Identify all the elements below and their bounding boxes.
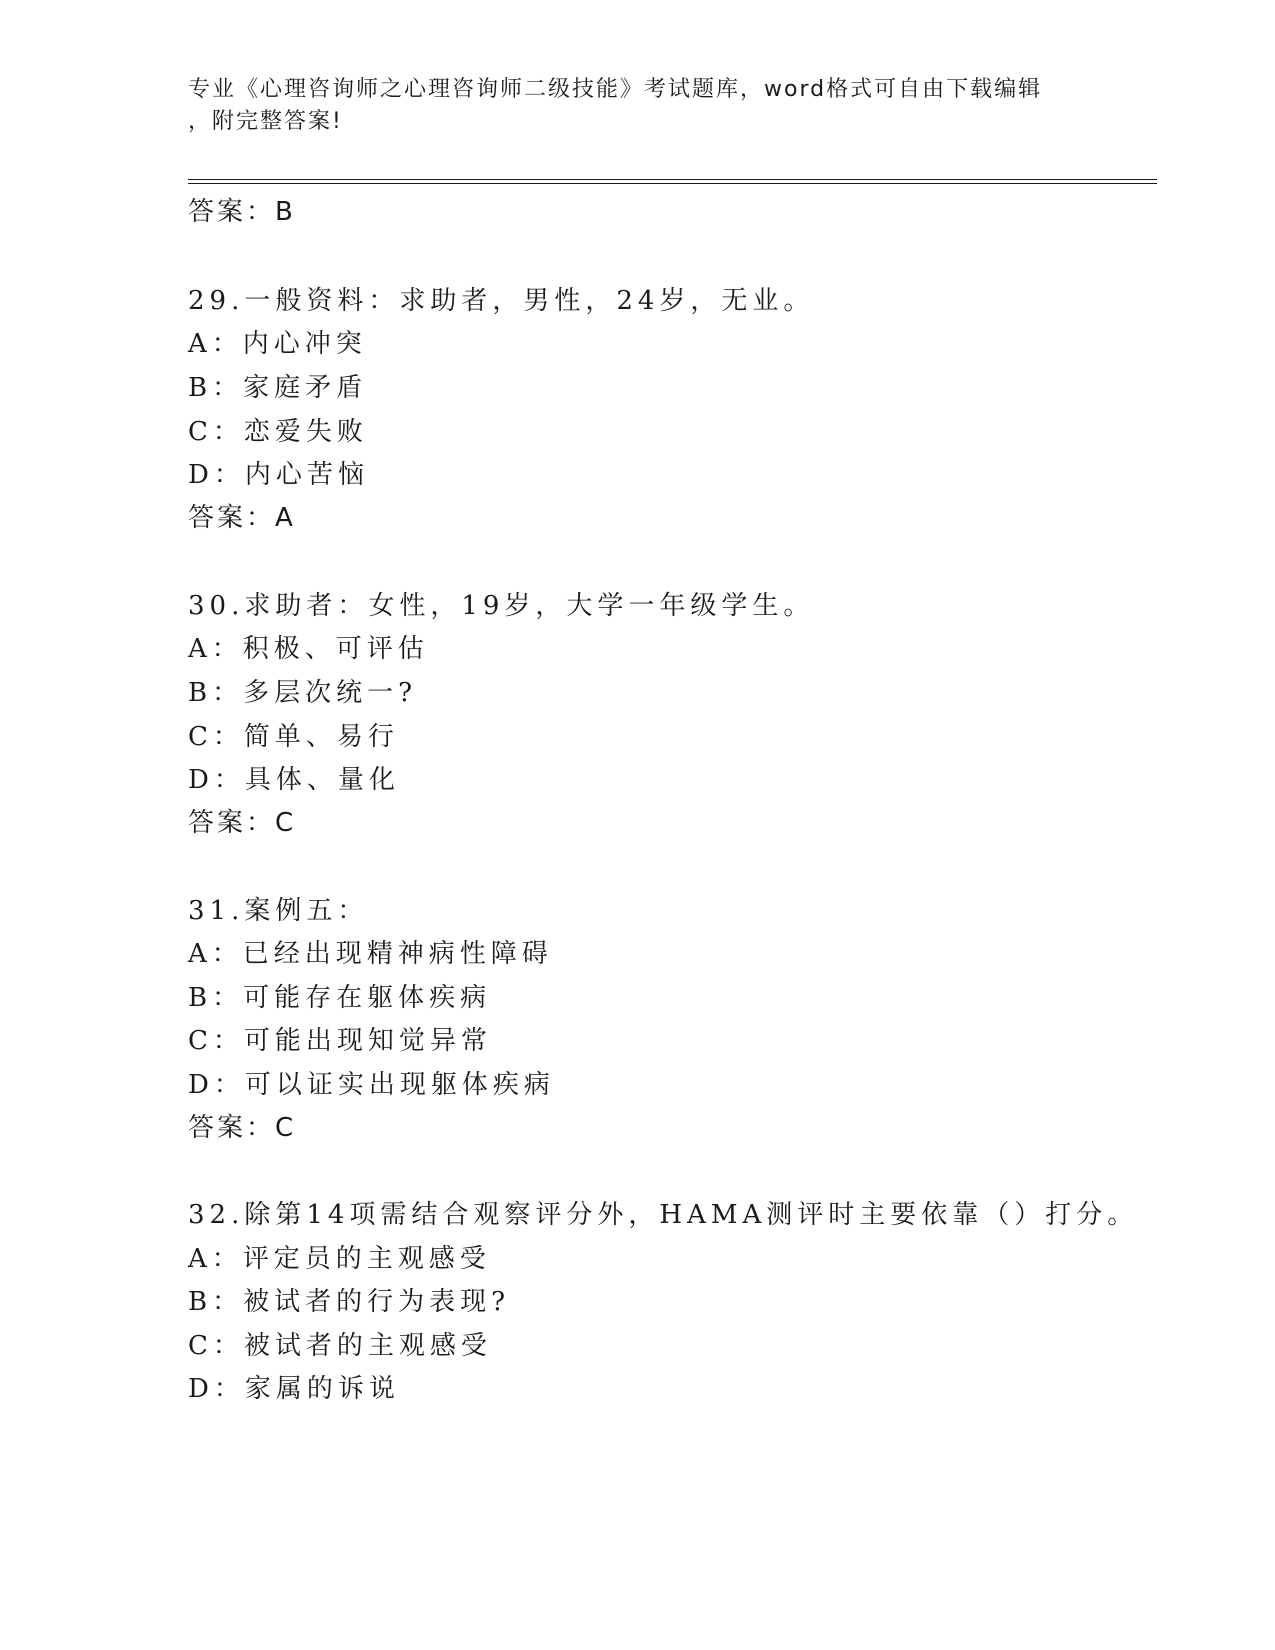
question-31-option-a: A：已经出现精神病性障碍: [188, 939, 553, 969]
question-32-option-c: C：被试者的主观感受: [188, 1331, 492, 1361]
question-32-stem: 32.除第14项需结合观察评分外，HAMA测评时主要依靠（）打分。: [188, 1200, 1139, 1230]
question-32-option-d: D：家属的诉说: [188, 1374, 400, 1404]
question-30-option-d: D：具体、量化: [188, 765, 400, 795]
header-divider-top: [188, 179, 1157, 180]
question-31-answer: 答案：C: [188, 1113, 297, 1143]
header-line-1: 专业《心理咨询师之心理咨询师二级技能》考试题库，word格式可自由下载编辑: [188, 77, 1043, 102]
question-30-stem: 30.求助者：女性，19岁，大学一年级学生。: [188, 591, 815, 621]
header-line-2: ，附完整答案!: [188, 109, 343, 134]
document-header: [188, 74, 1068, 138]
question-30-option-b: B：多层次统一?: [188, 678, 418, 708]
question-29-option-d: D：内心苦恼: [188, 460, 369, 490]
question-31-stem: 31.案例五：: [188, 896, 369, 926]
question-30-answer: 答案：C: [188, 808, 297, 838]
question-29-option-a: A：内心冲突: [188, 329, 367, 359]
header-divider-bottom: [188, 183, 1157, 184]
question-32-option-b: B：被试者的行为表现?: [188, 1287, 511, 1317]
question-30-option-c: C：简单、易行: [188, 722, 399, 752]
question-31-option-d: D：可以证实出现躯体疾病: [188, 1070, 555, 1100]
question-32-option-a: A：评定员的主观感受: [188, 1244, 491, 1274]
question-29-answer: 答案：A: [188, 503, 296, 533]
question-31-option-c: C：可能出现知觉异常: [188, 1026, 492, 1056]
question-29-option-b: B：家庭矛盾: [188, 373, 368, 403]
question-29-stem: 29.一般资料：求助者，男性，24岁，无业。: [188, 286, 815, 316]
question-30-option-a: A：积极、可评估: [188, 634, 429, 664]
question-31-option-b: B：可能存在躯体疾病: [188, 983, 492, 1013]
previous-answer: 答案：B: [188, 197, 296, 227]
question-29-option-c: C：恋爱失败: [188, 417, 368, 447]
